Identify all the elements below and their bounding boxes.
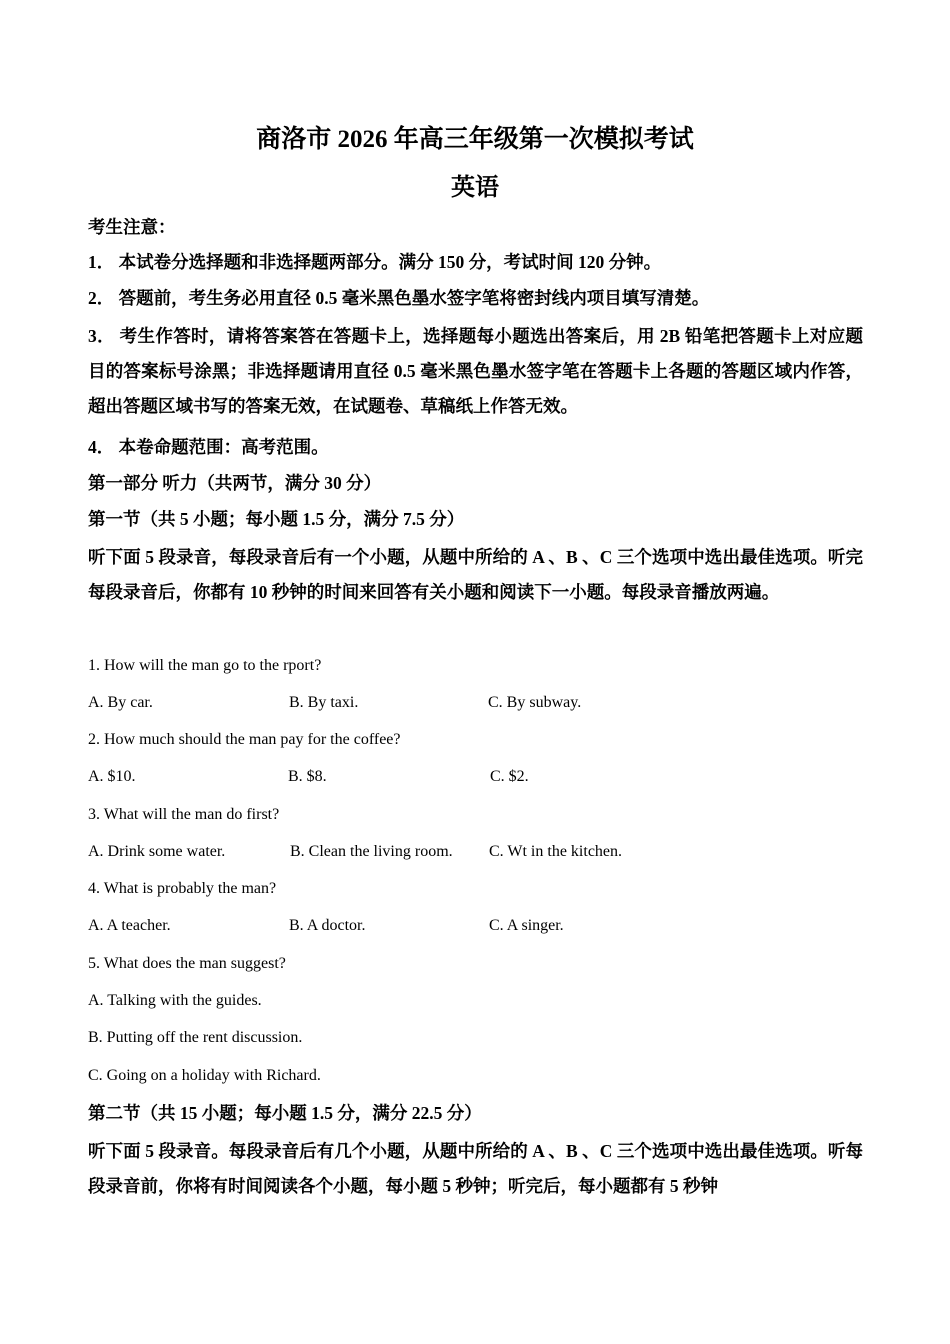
- question-5-option-c: C. Going on a holiday with Richard.: [88, 1067, 321, 1084]
- question-4-option-c: C. A singer.: [489, 917, 564, 934]
- question-1: 1. How will the man go to the rport?: [88, 657, 322, 674]
- question-2-option-b: B. $8.: [288, 768, 327, 785]
- section2-instructions: 听下面 5 段录音。每段录音后有几个小题，从题中所给的 A 、B 、C 三个选项中选出最佳选项。听每段录音前，你将有时间阅读各个小题，每小题 5 秒钟；听完后，每小题都有 5 秒钟: [88, 1141, 863, 1196]
- question-5-option-a: A. Talking with the guides.: [88, 992, 262, 1009]
- notice-item-2: 2． 答题前，考生务必用直径 0.5 毫米黑色墨水签字笔将密封线内项目填写清楚。: [88, 288, 710, 308]
- question-1-option-a: A. By car.: [88, 694, 153, 711]
- notice-item-3: 3． 考生作答时，请将答案答在答题卡上，选择题每小题选出答案后，用 2B 铅笔把答题卡上对应题目的答案标号涂黑；非选择题请用直径 0.5 毫米黑色墨水签字笔在答题卡上各题的答题区域内作答，超出答题区域书写的答案无效，在试题卷、草稿纸上作答无效。: [88, 326, 863, 416]
- notice-item-1: 1． 本试卷分选择题和非选择题两部分。满分 150 分，考试时间 120 分钟。: [88, 252, 662, 272]
- question-3-option-a: A. Drink some water.: [88, 843, 226, 860]
- question-1-option-b: B. By taxi.: [289, 694, 359, 711]
- question-4-option-a: A. A teacher.: [88, 917, 171, 934]
- part1-heading: 第一部分 听力（共两节，满分 30 分）: [88, 473, 382, 493]
- question-4: 4. What is probably the man?: [88, 880, 277, 897]
- question-3-option-b: B. Clean the living room.: [290, 843, 453, 860]
- section2-heading: 第二节（共 15 小题；每小题 1.5 分，满分 22.5 分）: [88, 1103, 482, 1123]
- question-2-option-c: C. $2.: [490, 768, 529, 785]
- question-3-option-c: C. Wt in the kitchen.: [489, 843, 623, 860]
- section1-heading: 第一节（共 5 小题；每小题 1.5 分，满分 7.5 分）: [88, 509, 465, 529]
- subject-title: 英语: [451, 175, 499, 201]
- notice-heading: 考生注意：: [88, 217, 176, 237]
- question-1-option-c: C. By subway.: [488, 694, 582, 711]
- question-4-option-b: B. A doctor.: [289, 917, 366, 934]
- section1-instructions: 听下面 5 段录音，每段录音后有一个小题，从题中所给的 A 、B 、C 三个选项中选出最佳选项。听完每段录音后，你都有 10 秒钟的时间来回答有关小题和阅读下一小题。每段录音播放两遍。: [88, 547, 863, 602]
- notice-item-4: 4． 本卷命题范围：高考范围。: [88, 437, 329, 457]
- question-5-option-b: B. Putting off the rent discussion.: [88, 1029, 303, 1046]
- question-2-option-a: A. $10.: [88, 768, 136, 785]
- question-3: 3. What will the man do first?: [88, 806, 280, 823]
- question-2: 2. How much should the man pay for the coffee?: [88, 731, 401, 748]
- question-5: 5. What does the man suggest?: [88, 955, 286, 972]
- exam-title: 商洛市 2026 年高三年级第一次模拟考试: [256, 126, 694, 153]
